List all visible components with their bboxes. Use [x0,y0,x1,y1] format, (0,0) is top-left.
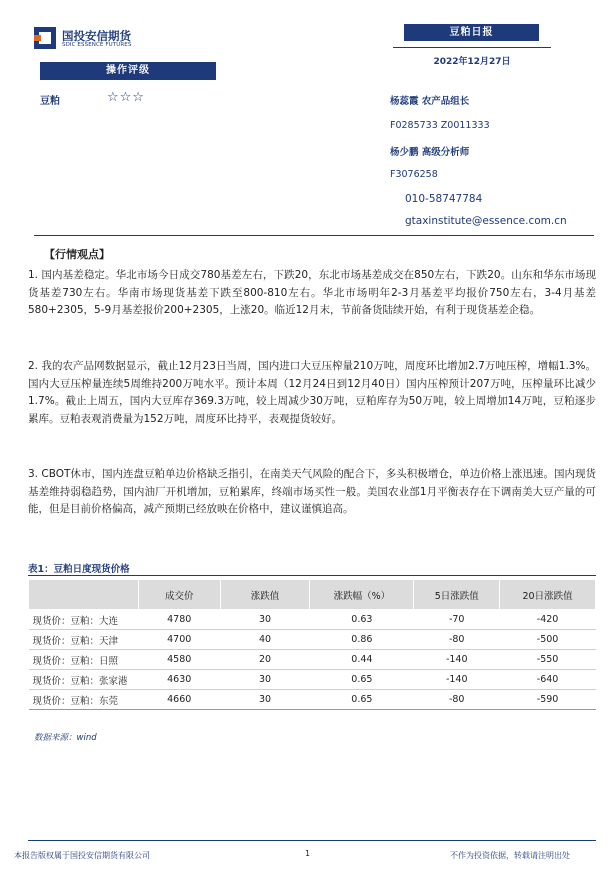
table-cell: 现货价：豆粕：东莞 [29,690,139,710]
table-title: 表1：豆粕日度现货价格 [28,564,130,575]
table-header-cell [29,580,139,610]
logo-mark-icon [34,27,56,49]
table-header-cell: 5日涨跌值 [414,580,500,610]
data-source-note: 数据来源：wind [34,733,97,743]
table-cell: 4580 [138,650,220,670]
paragraph-1: 1. 国内基差稳定。华北市场今日成交780基差左右，下跌20，东北市场基差成交在850左右，下跌20。山东和华东市场现货基差730左右。华南市场现货基差下跌至800-810左右。华北市场明年2-3月基差平均报价750左右，3-4月基差580+2305，5-9月基差报价200+2305，上涨20。临近12月末，节前备货陆续开始，有利于现货基差企稳。 [28,269,596,316]
table-cell: -640 [500,670,596,690]
company-logo [34,25,144,55]
table-cell: -80 [414,630,500,650]
rating-stars-icon: ☆☆☆ [107,90,145,105]
table-cell: -80 [414,690,500,710]
table-cell: 现货价：豆粕：张家港 [29,670,139,690]
logo-chinese-name: 国投安信期货 [62,29,131,43]
paragraph-2: 2. 我的农产品网数据显示，截止12月23日当周，国内进口大豆压榨量210万吨，周度环比增加2.7万吨压榨，增幅1.3%。国内大豆压榨量连续5周维持200万吨水平。预计本周（12月24日到12月40日）国内压榨预计207万吨，压榨量环比减少1.7%。截止上周五，国内大豆库存369.3万吨，较上周减少30万吨，豆粕库存为50万吨，较上周增加14万吨，豆粕逐步累库。豆粕表观消费量为152万吨，周度环比持平，表观提货较好。 [28,360,596,425]
table-cell: -140 [414,650,500,670]
table-cell: -420 [500,610,596,630]
contact-phone: 010-58747784 [405,193,483,205]
header-divider [34,235,594,236]
table-cell: -70 [414,610,500,630]
analyst-1-license: F0285733 Z0011333 [390,120,490,131]
table-cell: 现货价：豆粕：日照 [29,650,139,670]
table-cell: 30 [220,670,310,690]
table-cell: -550 [500,650,596,670]
table-cell: -140 [414,670,500,690]
table-cell: 0.86 [310,630,414,650]
analyst-1-name: 杨蕊霞 农产品组长 [390,96,470,107]
rating-commodity: 豆粕 [40,96,60,107]
table-cell: 现货价：豆粕：大连 [29,610,139,630]
table-header-cell: 成交价 [138,580,220,610]
table-row [29,670,596,690]
table-cell: 0.65 [310,690,414,710]
table-cell: 30 [220,690,310,710]
analyst-2-name: 杨少鹏 高级分析师 [390,147,470,158]
table-cell: 0.44 [310,650,414,670]
table-header-cell: 20日涨跌值 [500,580,596,610]
section-title: 【行情观点】 [44,248,110,261]
table-row [29,630,596,650]
table-cell: 4700 [138,630,220,650]
contact-email[interactable]: gtaxinstitute@essence.com.cn [405,215,567,227]
table-header-row [29,580,596,610]
table-row [29,650,596,670]
footer-copyright: 本报告版权属于国投安信期货有限公司 [14,851,150,860]
table-cell: -500 [500,630,596,650]
footer-disclaimer: 不作为投资依据，转载请注明出处 [450,851,570,860]
table-cell: 4660 [138,690,220,710]
table-row [29,610,596,630]
spot-price-table [28,579,596,710]
table-cell: 现货价：豆粕：天津 [29,630,139,650]
table-header-cell: 涨跌幅（%） [310,580,414,610]
table-header-cell: 涨跌值 [220,580,310,610]
analyst-2-license: F3076258 [390,169,438,180]
report-type-banner: 豆粕日报 [404,24,539,41]
table-cell: 40 [220,630,310,650]
page-number: 1 [305,849,311,858]
paragraph-3: 3. CBOT休市，国内连盘豆粕单边价格缺乏指引，在南美天气风险的配合下，多头积极增仓，单边价格上涨迅速。国内现货基差维持弱稳趋势，国内油厂开机增加，豆粕累库，终端市场买性一般。美国农业部1月平衡表存在下调南美大豆产量的可能，但是目前价格偏高，减产预期已经放映在价格中，建议谨慎追高。 [28,468,596,515]
logo-english-name: SDIC ESSENCE FUTURES [62,42,132,48]
table-row [29,690,596,710]
rating-banner: 操作评级 [40,62,216,80]
table-cell: 4780 [138,610,220,630]
footer-divider [28,840,596,841]
table-cell: 0.65 [310,670,414,690]
date-divider [393,47,551,48]
table-cell: 30 [220,610,310,630]
table-cell: 20 [220,650,310,670]
table-cell: 0.63 [310,610,414,630]
report-date: 2022年12月27日 [433,57,511,67]
table-cell: 4630 [138,670,220,690]
table-cell: -590 [500,690,596,710]
table-top-rule [28,575,596,576]
